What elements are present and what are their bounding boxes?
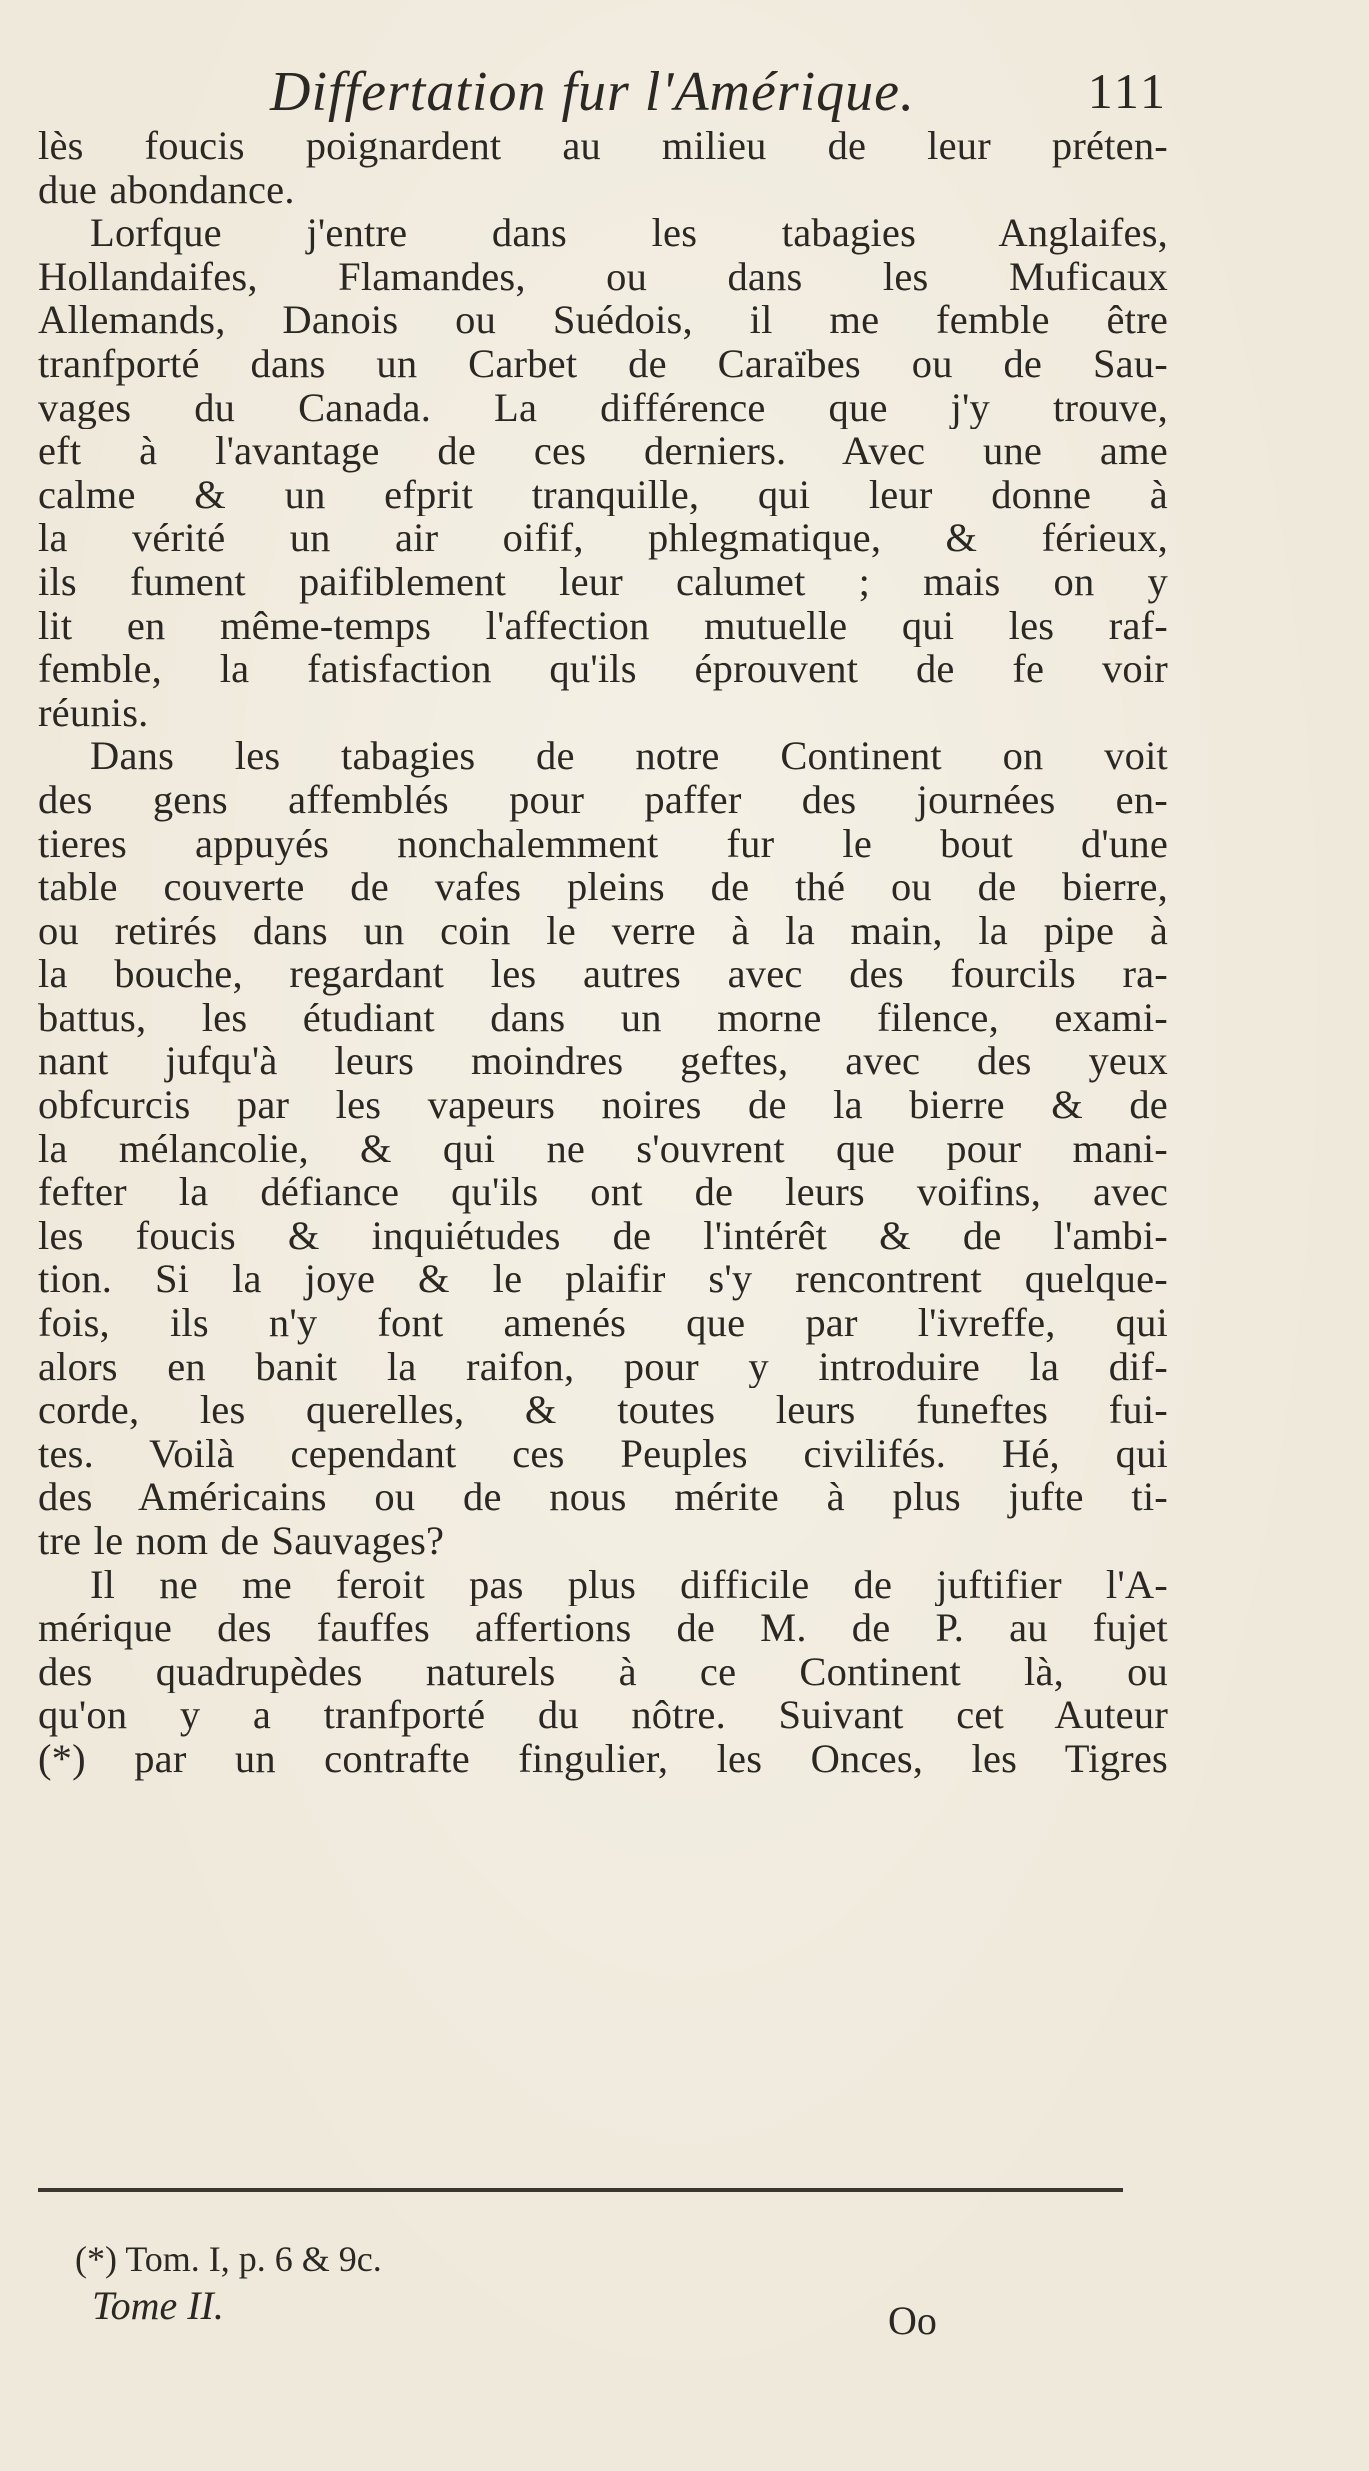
text-line: Hollandaifes, Flamandes, ou dans les Muficaux [38, 254, 1168, 299]
text-line: battus, les étudiant dans un morne filence, exami- [38, 995, 1168, 1040]
text-line: tieres appuyés nonchalemment fur le bout d'une [38, 821, 1168, 866]
text-line: tre le nom de Sauvages? [38, 1519, 445, 1563]
text-line: vages du Canada. La différence que j'y trouve, [38, 385, 1168, 430]
text-line: obfcurcis par les vapeurs noires de la bierre & de [38, 1083, 1168, 1127]
text-line: des gens affemblés pour paffer des journées en- [38, 777, 1168, 822]
text-line: due abondance. [38, 167, 295, 212]
text-line: calme & un efprit tranquille, qui leur donne à [38, 472, 1168, 517]
text-line: alors en banit la raifon, pour y introduire la dif- [38, 1344, 1168, 1389]
running-title: Differtation fur l'Amérique. [270, 61, 916, 123]
text-line: lès foucis poignardent au milieu de leur préten- [38, 124, 1168, 168]
text-line: fefter la défiance qu'ils ont de leurs voifins, avec [38, 1170, 1168, 1214]
footnote-rule [38, 2188, 1123, 2192]
text-line: mérique des fauffes affertions de M. de P. au fujet [38, 1606, 1168, 1650]
text-line: la bouche, regardant les autres avec des fourcils ra- [38, 952, 1168, 996]
text-line: tranfporté dans un Carbet de Caraïbes ou de Sau- [38, 341, 1168, 386]
text-line: des Américains ou de nous mérite à plus jufte ti- [38, 1475, 1168, 1519]
text-line: les foucis & inquiétudes de l'intérêt & de l'ambi- [38, 1213, 1168, 1258]
text-line: ou retirés dans un coin le verre à la main, la pipe à [38, 908, 1168, 953]
text-line-content: (*) par un contrafte fingulier, les Onces, les Tigre [38, 1736, 1153, 1781]
text-line: tion. Si la joye & le plaifir s'y rencontrent quelque- [38, 1257, 1168, 1302]
text-line: Dans les tabagies de notre Continent on voit [90, 734, 1168, 778]
text-line: réunis. [38, 690, 149, 735]
text-line: la mélancolie, & qui ne s'ouvrent que pour mani- [38, 1126, 1168, 1171]
text-line [38, 1737, 1168, 1781]
text-line: fois, ils n'y font amenés que par l'ivreffe, qui [38, 1301, 1168, 1345]
text-line: la vérité un air oifif, phlegmatique, & férieux, [38, 516, 1168, 560]
volume-signature: Tome II. [92, 2283, 224, 2328]
body-text [38, 124, 1168, 1781]
text-line: table couverte de vafes pleins de thé ou de bierre, [38, 865, 1168, 909]
text-line: Lorfque j'entre dans les tabagies Anglaifes, [90, 211, 1168, 255]
text-line: Il ne me feroit pas plus difficile de juftifier l'A- [90, 1562, 1168, 1607]
page-number: 111 [1087, 63, 1168, 119]
text-line: lit en même-temps l'affection mutuelle qui les raf- [38, 603, 1168, 648]
footnote: (*) Tom. I, p. 6 & 9c. [75, 2239, 382, 2279]
text-line: qu'on y a tranfporté du nôtre. Suivant cet Auteur [38, 1693, 1168, 1737]
text-line: nant jufqu'à leurs moindres geftes, avec des yeux [38, 1039, 1168, 1084]
text-line: ils fument paifiblement leur calumet ; mais on y [38, 559, 1168, 604]
page-header [38, 60, 1168, 130]
text-line: eft à l'avantage de ces derniers. Avec une ame [38, 429, 1168, 473]
catchword: s [1152, 1736, 1168, 1781]
text-line: tes. Voilà cependant ces Peuples civilifés. Hé, qui [38, 1431, 1168, 1476]
gathering-mark: Oo [888, 2298, 937, 2343]
text-line: corde, les querelles, & toutes leurs funeftes fui- [38, 1388, 1168, 1432]
text-line: Allemands, Danois ou Suédois, il me femble être [38, 298, 1168, 342]
text-line: des quadrupèdes naturels à ce Continent là, ou [38, 1649, 1168, 1694]
text-line: femble, la fatisfaction qu'ils éprouvent de fe voir [38, 647, 1168, 691]
